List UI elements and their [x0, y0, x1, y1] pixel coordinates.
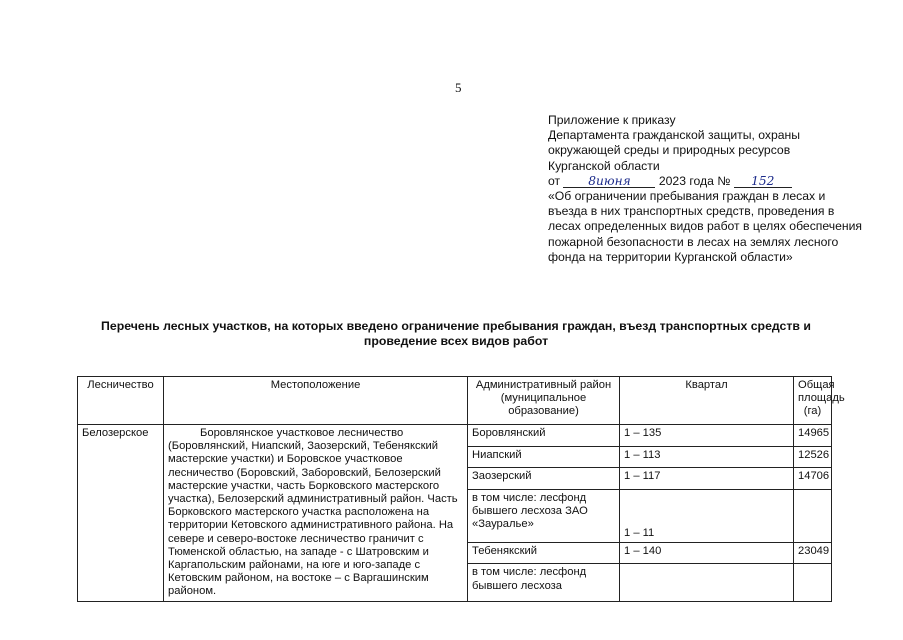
district-cell: Боровлянский — [468, 425, 620, 447]
area-cell: 14706 — [794, 468, 832, 490]
header-location: Местоположение — [164, 377, 468, 425]
appendix-line-1: Приложение к приказу — [548, 113, 676, 127]
area-cell: 23049 — [794, 542, 832, 564]
quarter-cell: 1 – 113 — [620, 446, 794, 468]
area-cell — [794, 564, 832, 601]
quarter-cell: 1 – 117 — [620, 468, 794, 490]
document-title: Перечень лесных участков, на которых введено ограничение пребывания граждан, въезд транспортных средств и проведение всех видов работ — [101, 319, 811, 348]
district-cell: Заозерский — [468, 468, 620, 490]
location-cell: Боровлянское участковое лесничество (Боровлянский, Ниапский, Заозерский, Тебенякский мастерские участки) и Боровское участковое лесничество (Боровский, Заборовский, Белозерский мастерские участки, часть Борковского мастерского участка), Белозерский административный район. Часть Борковского мастерского участка расположена на территории Кетовского административного района. На севере и северо-востоке лесничество граничит с Тюменской областью, на западе - с Шатровским и Каргапольским районами, на юге и юго-западе с Кетовским районом, на востоке – с Варгашинским районом. — [164, 425, 468, 602]
quarter-cell: 1 – 140 — [620, 542, 794, 564]
forest-plots-table — [77, 376, 845, 602]
forestry-cell: Белозерское — [78, 425, 164, 602]
header-forestry: Лесничество — [78, 377, 164, 425]
appendix-line-3: окружающей среды и природных ресурсов — [548, 143, 791, 158]
district-cell: Ниапский — [468, 446, 620, 468]
order-prefix: от — [548, 173, 561, 188]
district-cell: Тебенякский — [468, 542, 620, 564]
district-cell: в том числе: лесфонд бывшего лесхоза ЗАО «Зауралье» — [468, 489, 620, 542]
area-cell: 12526 — [794, 446, 832, 468]
page-number: 5 — [455, 80, 462, 95]
header-quarter: Квартал — [620, 377, 794, 425]
order-title: «Об ограничении пребывания граждан в лесах и въезда в них транспортных средств, проведения в лесах определенных видов работ в целях обеспечения пожарной безопасности в лесах на землях лесного фонда на территории Курганской области» — [548, 189, 863, 264]
order-year: 2023 года № — [658, 173, 731, 188]
appendix-line-2: Департамента гражданской защиты, охраны — [548, 128, 801, 143]
area-cell: 14965 — [794, 425, 832, 447]
header-area: Общая площадь (га) — [794, 377, 832, 425]
quarter-value: 1 – 11 — [624, 526, 655, 539]
order-reference — [548, 174, 868, 189]
table-header-row — [78, 377, 832, 425]
quarter-cell — [620, 564, 794, 601]
handwritten-date: 8июня — [563, 175, 655, 188]
quarter-cell: 1 – 135 — [620, 425, 794, 447]
table-row — [78, 425, 832, 447]
district-cell: в том числе: лесфонд бывшего лесхоза — [468, 564, 620, 601]
header-district: Административный район (муниципальное образование) — [468, 377, 620, 425]
appendix-line-4: Курганской области — [548, 158, 660, 173]
area-cell — [794, 489, 832, 542]
handwritten-order-number: 152 — [734, 175, 792, 188]
appendix-block — [548, 113, 868, 265]
quarter-cell — [620, 489, 794, 542]
